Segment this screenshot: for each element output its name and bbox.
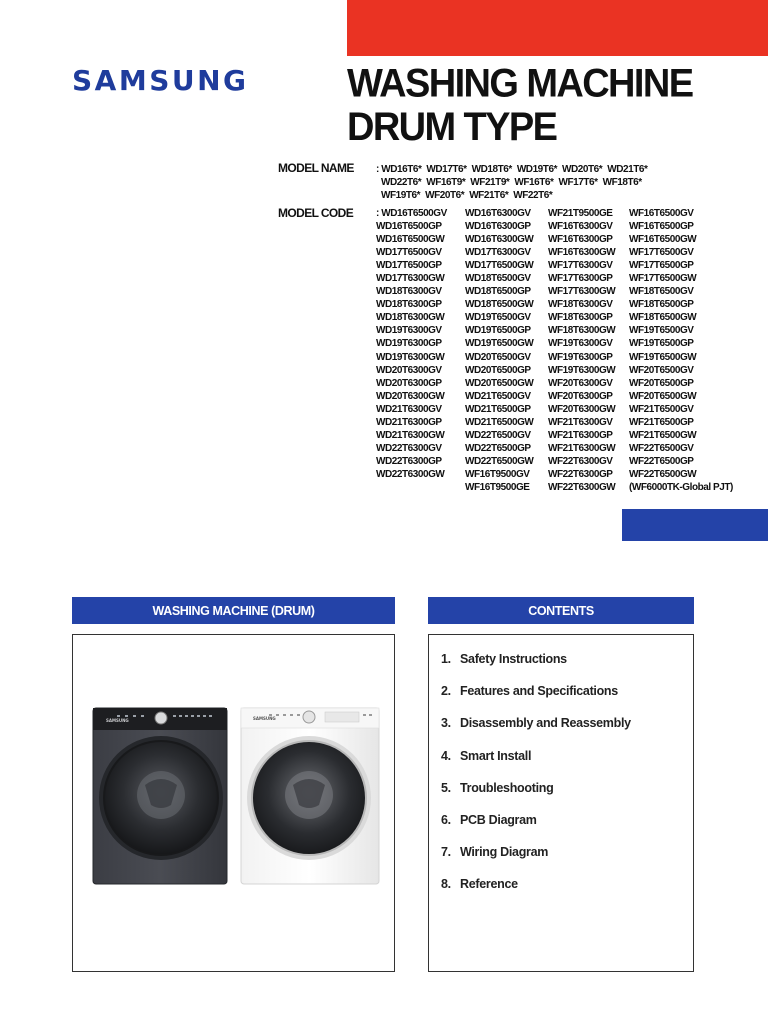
model-code: WF21T6300GV	[548, 416, 613, 428]
model-code-column-2	[465, 207, 533, 494]
drum-section-header: WASHING MACHINE (DRUM)	[72, 597, 395, 624]
model-name: WF17T6*	[558, 177, 598, 188]
model-name: WD20T6*	[562, 164, 603, 175]
model-code: WD21T6500GP	[465, 403, 531, 415]
model-code: WD19T6500GP	[465, 325, 531, 337]
model-code: WF20T6500GW	[629, 390, 697, 402]
model-name: WF21T9*	[470, 177, 510, 188]
model-code-label: MODEL CODE	[278, 206, 354, 220]
model-code: WD20T6300GW	[376, 390, 445, 402]
model-name-label: MODEL NAME	[278, 161, 354, 175]
model-name-row	[376, 176, 706, 189]
model-name-list	[376, 163, 706, 202]
model-name: WF16T6*	[514, 177, 554, 188]
model-code: WF20T6300GW	[548, 403, 616, 415]
model-code: WD20T6300GV	[376, 364, 442, 376]
toc-item-label: Troubleshooting	[460, 780, 554, 795]
model-code: WF22T6500GP	[629, 455, 694, 467]
contents-panel	[428, 634, 694, 972]
toc-item-label: Smart Install	[460, 748, 532, 763]
model-code: WF18T6300GP	[548, 312, 613, 324]
toc-item-label: Safety Instructions	[460, 652, 567, 667]
model-code: WF21T9500GE	[548, 208, 613, 219]
toc-item-number: 1.	[441, 652, 451, 667]
model-code: WD21T6300GW	[376, 429, 445, 441]
model-code: WF22T6500GW	[629, 468, 697, 480]
model-code: WD17T6300GW	[376, 273, 445, 285]
model-code: WD17T6500GW	[465, 260, 534, 272]
model-code: WD16T6300GV	[465, 208, 531, 219]
model-code: WF18T6500GW	[629, 312, 697, 324]
model-code: WD17T6500GP	[376, 260, 442, 272]
model-code: WF19T6500GW	[629, 351, 697, 363]
model-code: WD19T6300GP	[376, 338, 442, 350]
top-red-bar	[347, 0, 768, 56]
model-name: WD17T6*	[426, 164, 467, 175]
white-machine-badge: SAMSUNG	[253, 716, 276, 721]
model-code: WF17T6300GP	[548, 273, 613, 285]
toc-item-pcb-diagram[interactable]	[441, 804, 631, 836]
title-line-2: DRUM TYPE	[347, 105, 557, 150]
model-code: WF17T6300GW	[548, 286, 616, 298]
samsung-logo: SAMSUNG	[72, 64, 249, 97]
model-name: WF16T9*	[426, 177, 466, 188]
model-code: WD21T6300GV	[376, 403, 442, 415]
model-code: WF20T6500GP	[629, 377, 694, 389]
model-code: WD22T6300GP	[376, 455, 442, 467]
model-name: WD21T6*	[607, 164, 648, 175]
toc-item-number: 5.	[441, 780, 451, 795]
model-code: WF16T6300GV	[548, 221, 613, 233]
model-code: WF21T6300GP	[548, 429, 613, 441]
model-code: WF16T6500GV	[629, 208, 694, 219]
white-washing-machine	[241, 708, 379, 884]
model-code: WF17T6500GV	[629, 247, 694, 259]
model-code: WF16T6500GP	[629, 221, 694, 233]
model-code: WD16T6300GW	[465, 234, 534, 246]
model-code: WD16T6500GW	[376, 234, 445, 246]
toc-item-number: 6.	[441, 813, 451, 828]
toc-item-features-and-specifications[interactable]	[441, 675, 631, 707]
model-code: WF19T6300GP	[548, 351, 613, 363]
model-code-column-3	[548, 207, 615, 494]
model-code: WF18T6300GV	[548, 299, 613, 311]
toc-item-label: Wiring Diagram	[460, 845, 549, 860]
model-code-column-1	[376, 207, 447, 481]
toc-item-label: Disassembly and Reassembly	[460, 716, 631, 731]
model-code: WF18T6500GV	[629, 286, 694, 298]
model-code: WF16T6300GW	[548, 247, 616, 259]
model-code: WD16T6500GP	[376, 221, 442, 233]
model-code: WD21T6500GV	[465, 390, 531, 402]
model-name: WF18T6*	[602, 177, 642, 188]
model-code: WD22T6300GV	[376, 442, 442, 454]
model-code: WF16T6300GP	[548, 234, 613, 246]
model-code: WD19T6300GW	[376, 351, 445, 363]
model-code: WD19T6500GV	[465, 312, 531, 324]
washing-machines-illustration	[73, 635, 394, 971]
model-code-column-4	[629, 207, 733, 494]
title-line-1: WASHING MACHINE	[347, 62, 693, 106]
model-code: WD18T6500GV	[465, 273, 531, 285]
toc-item-reference[interactable]	[441, 868, 631, 900]
model-code: WF18T6500GP	[629, 299, 694, 311]
model-name: WF19T6*	[381, 190, 421, 201]
model-code: WD22T6300GW	[376, 468, 445, 480]
model-code: WF19T6500GV	[629, 325, 694, 337]
model-name: : WD16T6*	[376, 164, 422, 175]
model-code: WD18T6500GP	[465, 286, 531, 298]
toc-item-label: Reference	[460, 877, 518, 892]
contents-header: CONTENTS	[428, 597, 694, 624]
toc-item-safety-instructions[interactable]	[441, 643, 631, 675]
toc-item-label: Features and Specifications	[460, 684, 618, 699]
model-code: WD22T6500GV	[465, 429, 531, 441]
model-name-row	[376, 163, 706, 176]
toc-item-number: 4.	[441, 748, 451, 763]
toc-item-number: 7.	[441, 845, 451, 860]
model-code: WF16T9500GE	[465, 481, 530, 493]
toc-item-troubleshooting[interactable]	[441, 772, 631, 804]
model-code: WF21T6300GW	[548, 442, 616, 454]
model-code: WD21T6300GP	[376, 416, 442, 428]
model-code: WF21T6500GV	[629, 403, 694, 415]
model-code: WD17T6300GV	[465, 247, 531, 259]
table-of-contents	[441, 643, 631, 901]
model-name: WF20T6*	[425, 190, 465, 201]
model-code: WD20T6300GP	[376, 377, 442, 389]
model-code: WF17T6300GV	[548, 260, 613, 272]
model-code: : WD16T6500GV	[376, 208, 447, 219]
model-code: WD20T6500GV	[465, 351, 531, 363]
model-code: WD18T6300GP	[376, 299, 442, 311]
toc-item-number: 8.	[441, 877, 451, 892]
model-code: WD22T6500GW	[465, 455, 534, 467]
model-code: WF17T6500GW	[629, 273, 697, 285]
page-title	[347, 62, 747, 149]
model-code: WD19T6300GV	[376, 325, 442, 337]
model-code: WF19T6300GW	[548, 364, 616, 376]
washing-machine-image-panel	[72, 634, 395, 972]
model-code: WD18T6300GW	[376, 312, 445, 324]
model-name: WF22T6*	[513, 190, 553, 201]
model-name: WD22T6*	[381, 177, 422, 188]
toc-item-wiring-diagram[interactable]	[441, 836, 631, 868]
model-code: WF20T6300GP	[548, 390, 613, 402]
toc-item-number: 2.	[441, 684, 451, 699]
model-code: WD18T6300GV	[376, 286, 442, 298]
model-code: WF22T6500GV	[629, 442, 694, 454]
blue-accent-block	[622, 509, 768, 541]
model-code: WF21T6500GP	[629, 416, 694, 428]
model-code: WF22T6300GV	[548, 455, 613, 467]
model-code: WF19T6500GP	[629, 338, 694, 350]
model-code: WF16T6500GW	[629, 234, 697, 246]
model-code: (WF6000TK-Global PJT)	[629, 481, 733, 493]
toc-item-smart-install[interactable]	[441, 740, 631, 772]
model-name: WD18T6*	[471, 164, 512, 175]
black-washing-machine	[93, 708, 227, 884]
model-code: WF20T6300GV	[548, 377, 613, 389]
toc-item-disassembly-and-reassembly[interactable]	[441, 707, 631, 739]
model-name: WD19T6*	[516, 164, 558, 175]
model-code: WD18T6500GW	[465, 299, 534, 311]
model-code: WD22T6500GP	[465, 442, 531, 454]
black-machine-badge: SAMSUNG	[106, 718, 129, 723]
model-code: WD20T6500GP	[465, 364, 531, 376]
model-code: WD20T6500GW	[465, 377, 534, 389]
model-code: WF22T6300GW	[548, 481, 616, 493]
model-code: WF22T6300GP	[548, 468, 613, 480]
model-code: WD21T6500GW	[465, 416, 534, 428]
model-code: WF19T6300GV	[548, 338, 613, 350]
model-name: WF21T6*	[469, 190, 509, 201]
model-name-row	[376, 189, 706, 202]
model-code: WD17T6500GV	[376, 247, 442, 259]
model-code: WF20T6500GV	[629, 364, 694, 376]
model-code: WF21T6500GW	[629, 429, 697, 441]
model-code: WF18T6300GW	[548, 325, 616, 337]
model-code: WF16T9500GV	[465, 468, 530, 480]
model-code: WD19T6500GW	[465, 338, 534, 350]
model-code: WD16T6300GP	[465, 221, 531, 233]
model-code: WF17T6500GP	[629, 260, 694, 272]
toc-item-label: PCB Diagram	[460, 813, 537, 828]
toc-item-number: 3.	[441, 716, 451, 731]
